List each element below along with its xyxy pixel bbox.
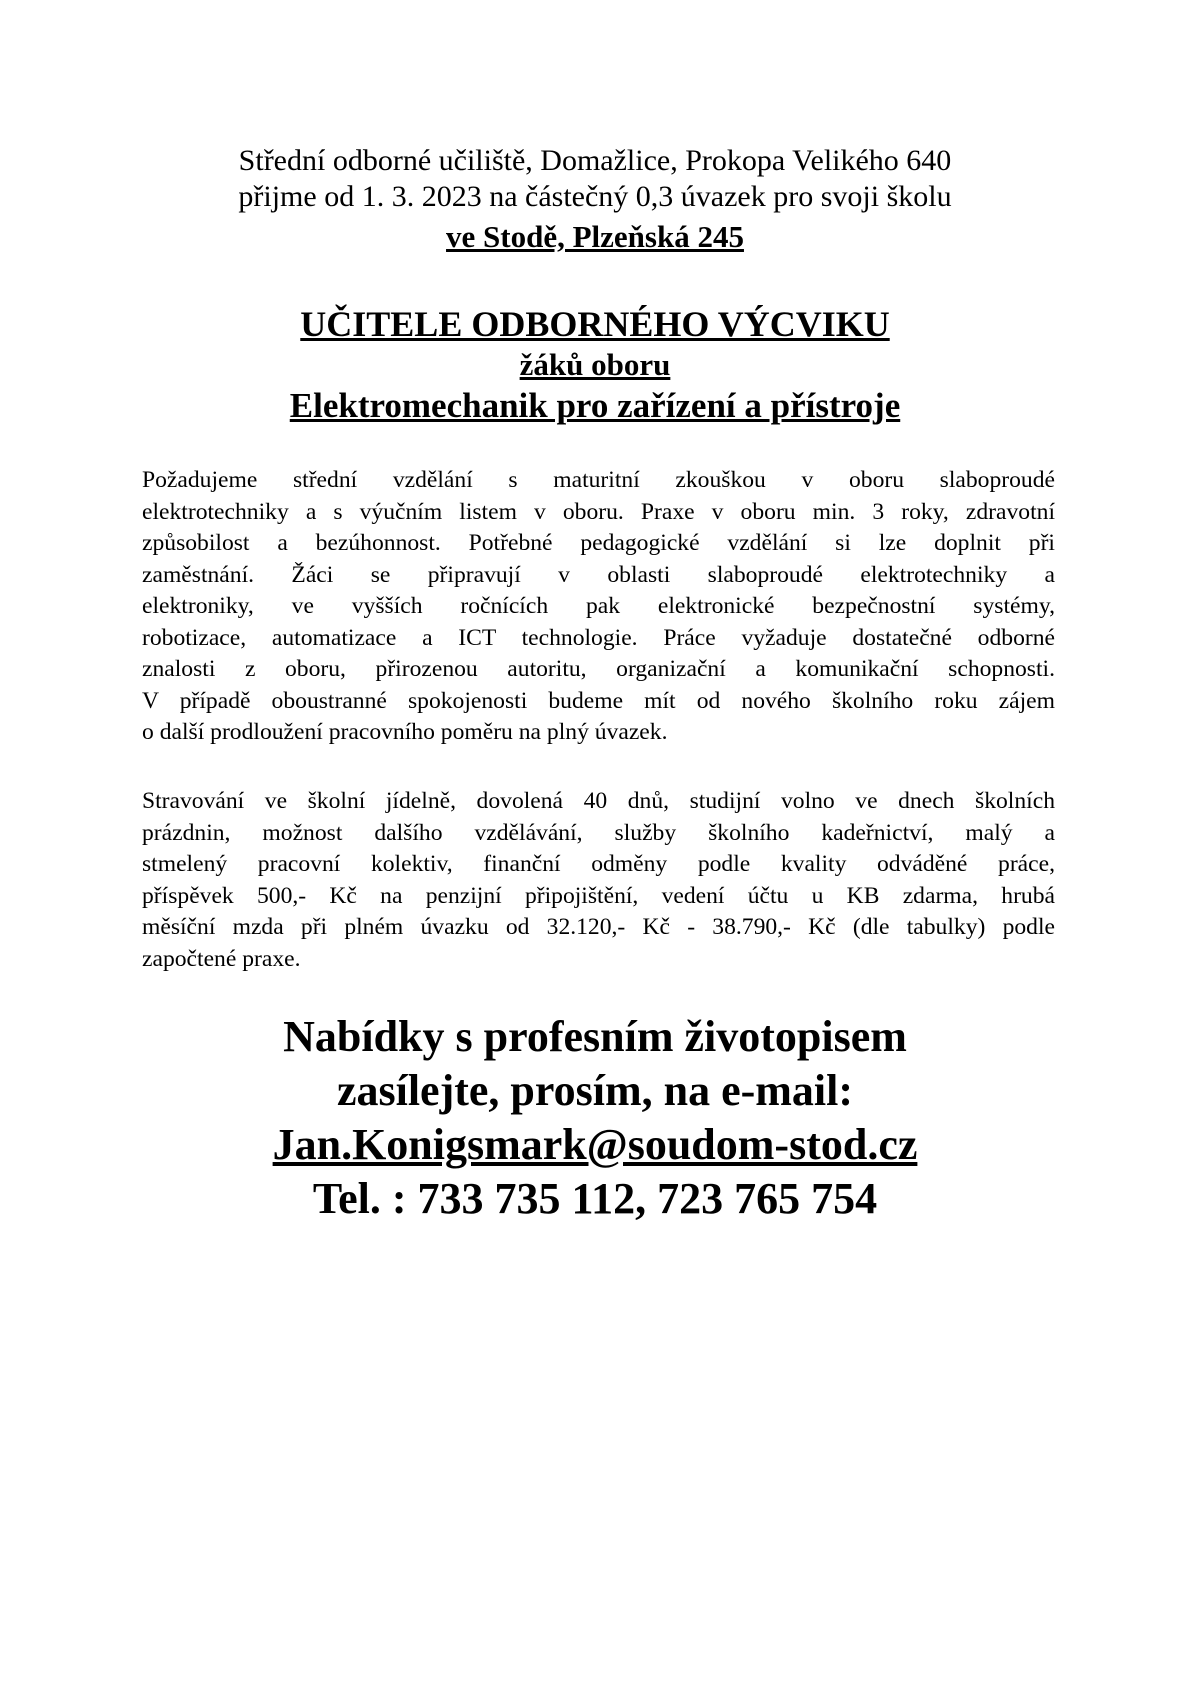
paragraph-line: robotizace, automatizace a ICT technologie. Práce vyžaduje dostatečné odborné [142, 624, 1055, 651]
job-title-block [100, 303, 1090, 427]
paragraph-line: V případě oboustranné spokojenosti budeme mít od nového školního roku zájem [142, 687, 1055, 714]
paragraph-line: elektrotechniky a s výučním listem v oboru. Praxe v oboru min. 3 roky, zdravotní [142, 498, 1055, 525]
benefits-paragraph [142, 786, 1055, 975]
paragraph-line: způsobilost a bezúhonnost. Potřebné pedagogické vzdělání si lze doplnit při [142, 530, 1055, 556]
contact-line-2: zasílejte, prosím, na e-mail: [336, 1066, 854, 1115]
paragraph-line: započtené praxe. [142, 945, 301, 972]
paragraph-line: elektroniky, ve vyšších ročnících pak elektronické bezpečnostní systémy, [142, 593, 1055, 619]
paragraph-line: zaměstnání. Žáci se připravují v oblasti slaboproudé elektrotechniky a [142, 561, 1055, 588]
paragraph-line: o další prodloužení pracovního poměru na plný úvazek. [142, 719, 668, 745]
paragraph-line: Stravování ve školní jídelně, dovolená 40 dnů, studijní volno ve dnech školních [142, 788, 1055, 814]
job-subtitle: žáků oboru [519, 347, 671, 382]
school-location: ve Stodě, Plzeňská 245 [446, 219, 744, 254]
paragraph-line: Požadujeme střední vzdělání s maturitní zkouškou v oboru slaboproudé [142, 467, 1055, 493]
requirements-paragraph [142, 465, 1055, 749]
paragraph-line: znalosti z oboru, přirozenou autoritu, organizační a komunikační schopnosti. [142, 656, 1055, 682]
job-field: Elektromechanik pro zařízení a přístroje [289, 386, 901, 425]
paragraph-line: stmelený pracovní kolektiv, finanční odměny podle kvality odváděné práce, [142, 851, 1055, 877]
hiring-line: přijme od 1. 3. 2023 na částečný 0,3 úvazek pro svoji školu [238, 180, 952, 213]
paragraph-line: prázdnin, možnost dalšího vzdělávání, služby školního kadeřnictví, malý a [142, 819, 1055, 846]
paragraph-line: příspěvek 500,- Kč na penzijní připojištění, vedení účtu u KB zdarma, hrubá [142, 882, 1055, 909]
contact-email-link[interactable]: Jan.Konigsmark@soudom-stod.cz [272, 1120, 918, 1169]
contact-line-1: Nabídky s profesním životopisem [283, 1012, 907, 1061]
header [100, 143, 1090, 257]
contact-block [100, 1010, 1090, 1226]
paragraph-line: měsíční mzda při plném úvazku od 32.120,- Kč - 38.790,- Kč (dle tabulky) podle [142, 914, 1055, 940]
contact-phone: Tel. : 733 735 112, 723 765 754 [312, 1174, 878, 1223]
school-name-line: Střední odborné učiliště, Domažlice, Prokopa Velikého 640 [238, 144, 952, 177]
job-position: UČITELE ODBORNÉHO VÝCVIKU [300, 304, 890, 344]
